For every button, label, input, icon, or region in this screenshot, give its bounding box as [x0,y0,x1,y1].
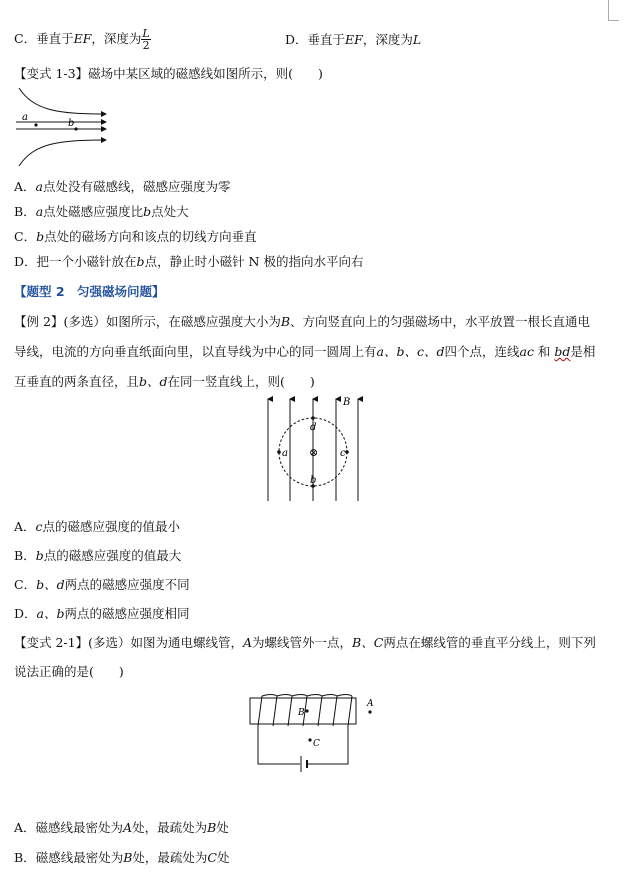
option-var: B [123,850,133,865]
option-letter: B． [14,850,36,865]
option-var: B [207,820,217,835]
topic-2-heading: 【题型 2 匀强磁场问题】 [14,284,165,299]
variant-stem: 磁场中某区域的磁感线如图所示，则( ) [88,66,323,81]
option-letter: A． [14,179,36,194]
example-2-option-d [14,604,190,622]
option-var: A [123,820,133,835]
label-d: d [310,422,317,433]
option-text: 点处没有磁感线，磁感应强度为零 [42,179,231,194]
example-tag: 【例 2】 [14,314,64,329]
variant-2-1-option-b [14,848,230,866]
var-ef: EF [73,31,92,46]
point-a [34,123,37,126]
var-ef: EF [345,32,363,47]
example-text: 四个点，连线 [444,344,520,359]
example-text: 互垂直的两条直径，且 [14,374,140,389]
point-d [311,416,315,420]
option-d-mid: ，深度为 [362,32,413,47]
option-text: 点的磁感应强度的值最小 [42,519,181,534]
option-text: 两点的磁感应强度相同 [64,606,190,621]
variant-2-1-line-2: 说法正确的是( ) [14,664,124,679]
field-lines-figure [14,86,114,168]
option-var: a、b [36,606,65,621]
option-letter: C． [14,577,37,592]
option-text: 处，最疏处为 [132,820,208,835]
option-d-label: D．垂直于 [285,32,346,47]
option-text: 处 [216,820,229,835]
current-into-page-icon: ⊗ [309,446,319,459]
option-text-2: 点处大 [151,204,189,219]
var-l: L [412,32,422,47]
prev-option-c [14,28,151,51]
variant-2-1-option-a [14,818,229,836]
point-a [277,450,281,454]
example-2-line-2 [14,342,595,360]
label-a: a [22,112,28,123]
label-A: A [367,699,374,709]
fraction-l-over-2 [141,28,150,51]
variant-1-3-option-a [14,177,231,195]
option-text: 磁感线最密处为 [35,820,124,835]
option-text: 点处磁感应强度比 [43,204,144,219]
option-var: b、d [36,577,65,592]
option-var: C [207,850,217,865]
example-text: 和 [533,344,555,359]
example-2-option-c [14,575,190,593]
variant-text: 两点在螺线管的垂直平分线上，则下列 [383,635,596,650]
option-letter: B． [14,204,36,219]
variant-tag: 【变式 1-3】 [14,66,89,81]
field-line-top [19,88,106,114]
option-var: a [35,179,43,194]
label-b: b [310,475,317,486]
option-text: 处 [216,850,230,865]
example-2-option-b [14,546,181,564]
variant-1-3-option-c [14,227,257,245]
point-A [368,710,371,713]
point-B [305,709,308,712]
field-line-bottom [19,140,106,166]
var-bd-points: b、d [139,374,168,389]
variant-1-3-option-b [14,202,189,220]
example-2-option-a [14,517,180,535]
label-c: c [340,448,346,459]
label-B: B [343,397,351,408]
option-text: 处，最疏处为 [132,850,208,865]
option-var: a [35,204,44,219]
var-ac: ac [519,344,534,359]
option-letter: C． [14,229,37,244]
label-B: B [298,708,305,718]
option-letter: B． [14,548,36,563]
point-C [308,738,311,741]
var-BC: B、C [352,635,384,650]
point-c [345,450,349,454]
label-C: C [313,739,320,749]
option-letter: D． [14,606,37,621]
variant-tag: 【变式 2-1】 [14,635,89,650]
variant-text: 为螺线管外一点， [252,635,353,650]
option-text: 点，静止时小磁针 N 极的指向水平向右 [144,254,364,269]
prev-option-d [285,30,421,48]
example-text: 、方向竖直向上的匀强磁场中，水平放置一根长直通电 [290,314,591,329]
example-text: 是相 [570,344,596,359]
option-c-label: C．垂直于 [14,31,74,46]
label-b: b [68,118,75,129]
option-var: b [136,254,145,269]
variant-text: (多选）如图为通电螺线管， [88,635,243,650]
variant-2-1-line-1 [14,633,596,651]
variant-1-3-option-d [14,252,363,270]
option-letter: A． [14,519,36,534]
option-text: 点处的磁场方向和该点的切线方向垂直 [44,229,257,244]
option-text: 磁感线最密处为 [35,850,124,865]
option-letter: A． [14,820,36,835]
option-var: c [35,519,43,534]
example-text: 导线，电流的方向垂直纸面向里，以直导线为中心的同一圆周上有 [14,344,377,359]
example-text: (多选）如图所示，在磁感应强度大小为 [63,314,281,329]
option-text: 点的磁感应强度的值最大 [43,548,182,563]
option-c-mid: ，深度为 [91,31,142,46]
example-text: 在同一竖直线上，则( ) [167,374,315,389]
point-b [74,127,77,130]
label-a: a [282,448,288,459]
option-text: 两点的磁感应强度不同 [64,577,190,592]
option-var: b [36,229,45,244]
fraction-numerator: L [142,27,150,40]
fraction-denominator: 2 [142,39,150,52]
example-2-line-1 [14,312,590,330]
option-pre: 把一个小磁针放在 [36,254,137,269]
option-letter: D． [14,254,37,269]
var-bd: bd [554,344,571,359]
var-A: A [243,635,253,650]
var-b: B [280,314,291,329]
var-abcd: a、b、c、d [376,344,445,359]
circuit-wire-left [258,726,300,764]
variant-1-3-stem [14,64,323,82]
solenoid-figure [244,690,384,772]
option-var: b [35,548,44,563]
solenoid-coils [258,695,352,727]
page-corner-mark [608,0,619,21]
example-2-line-3 [14,372,315,390]
uniform-field-figure [258,393,368,505]
option-var-2: b [143,204,152,219]
